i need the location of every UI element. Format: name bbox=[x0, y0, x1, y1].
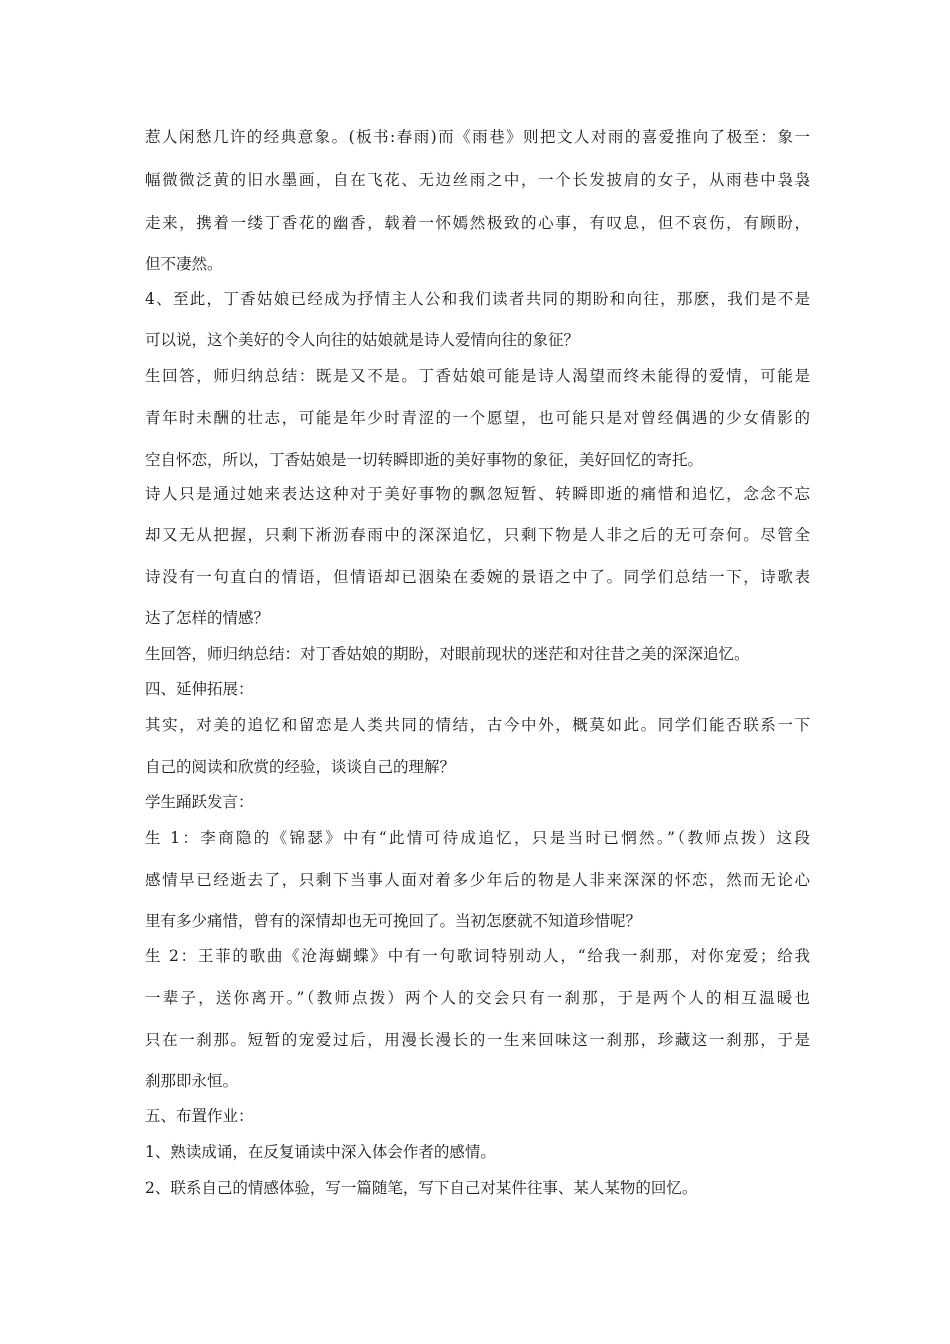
text-line: 诗人只是通过她来表达这种对于美好事物的飘忽短暂、转瞬即逝的痛惜和追忆，念念不忘 bbox=[145, 485, 810, 503]
text-line: 惹人闲愁几许的经典意象。(板书:春雨)而《雨巷》则把文人对雨的喜爱推向了极至：象一 bbox=[145, 128, 810, 146]
text-line: 自己的阅读和欣赏的经验，谈谈自己的理解？ bbox=[145, 758, 456, 776]
section-heading: 五、布置作业： bbox=[145, 1107, 254, 1125]
text-line: 生 1：李商隐的《锦瑟》中有“此情可待成追忆，只是当时已惘然。”（教师点拨）这段 bbox=[145, 829, 810, 847]
text-line: 2、联系自己的情感体验，写一篇随笔，写下自己对某件往事、某人某物的回忆。 bbox=[145, 1179, 698, 1197]
text-line: 达了怎样的情感？ bbox=[145, 609, 270, 627]
text-line: 一辈子，送你离开。”（教师点拨）两个人的交会只有一刹那，于是两个人的相互温暖也 bbox=[145, 989, 810, 1007]
text-line: 里有多少痛惜，曾有的深情却也无可挽回了。当初怎麽就不知道珍惜呢？ bbox=[145, 912, 642, 930]
text-line: 却又无从把握，只剩下淅沥春雨中的深深追忆，只剩下物是人非之后的无可奈何。尽管全 bbox=[145, 526, 810, 544]
text-line: 生回答，师归纳总结：对丁香姑娘的期盼，对眼前现状的迷茫和对往昔之美的深深追忆。 bbox=[145, 645, 750, 663]
section-heading: 四、延伸拓展： bbox=[145, 680, 254, 698]
text-line: 感情早已经逝去了，只剩下当事人面对着多少年后的物是人非来深深的怀恋，然而无论心 bbox=[145, 871, 810, 889]
text-line: 走来，携着一缕丁香花的幽香，载着一怀嫣然极致的心事，有叹息，但不哀伤，有顾盼， bbox=[145, 214, 810, 232]
text-line: 诗没有一句直白的情语，但情语却已洇染在委婉的景语之中了。同学们总结一下，诗歌表 bbox=[145, 568, 810, 586]
text-line: 生回答，师归纳总结：既是又不是。丁香姑娘可能是诗人渴望而终未能得的爱情，可能是 bbox=[145, 367, 810, 385]
text-line: 只在一刹那。短暂的宠爱过后，用漫长漫长的一生来回味这一刹那，珍藏这一刹那，于是 bbox=[145, 1031, 810, 1049]
text-line: 刹那即永恒。 bbox=[145, 1072, 239, 1090]
text-line: 可以说，这个美好的令人向往的姑娘就是诗人爱情向往的象征？ bbox=[145, 331, 580, 349]
text-line: 生 2：王菲的歌曲《沧海蝴蝶》中有一句歌词特别动人，“给我一刹那，对你宠爱；给我 bbox=[145, 947, 810, 965]
text-line: 4、至此，丁香姑娘已经成为抒情主人公和我们读者共同的期盼和向往，那麽，我们是不是 bbox=[145, 290, 810, 308]
text-line: 学生踊跃发言： bbox=[145, 793, 254, 811]
text-line: 空自怀恋，所以，丁香姑娘是一切转瞬即逝的美好事物的象征，美好回忆的寄托。 bbox=[145, 451, 704, 469]
text-line: 幅微微泛黄的旧水墨画，自在飞花、无边丝雨之中，一个长发披肩的女子，从雨巷中袅袅 bbox=[145, 171, 810, 189]
text-line: 其实，对美的追忆和留恋是人类共同的情结，古今中外，概莫如此。同学们能否联系一下 bbox=[145, 716, 810, 734]
text-line: 1、熟读成诵，在反复诵读中深入体会作者的感情。 bbox=[145, 1143, 496, 1161]
text-line: 但不凄然。 bbox=[145, 255, 223, 273]
text-line: 青年时未酬的壮志，可能是年少时青涩的一个愿望，也可能只是对曾经偶遇的少女倩影的 bbox=[145, 409, 810, 427]
